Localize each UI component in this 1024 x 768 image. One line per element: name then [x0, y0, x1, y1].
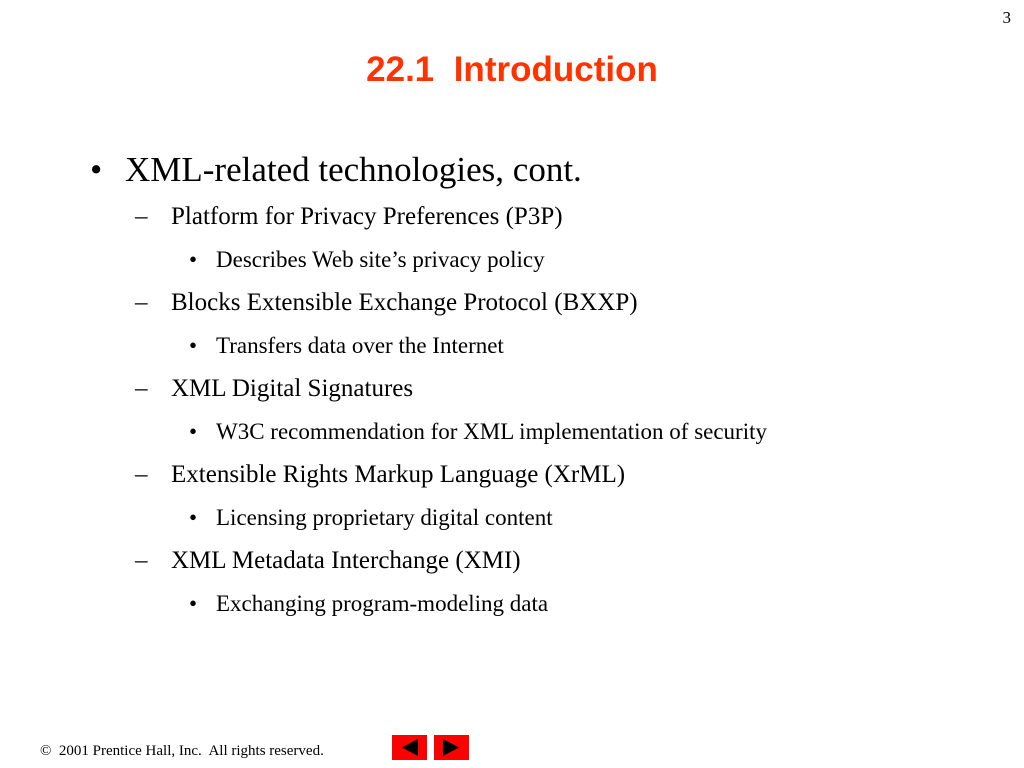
- dash-marker: –: [135, 547, 148, 574]
- bullet-text: W3C recommendation for XML implementation of security: [216, 419, 768, 444]
- slide-title: 22.1 Introduction: [366, 50, 658, 89]
- footer-copyright: © 2001 Prentice Hall, Inc. All rights reserved.: [40, 743, 324, 759]
- bullet-text: XML Metadata Interchange (XMI): [171, 547, 521, 574]
- bullet-text: Transfers data over the Internet: [216, 333, 504, 358]
- dash-marker: –: [135, 203, 148, 230]
- previous-slide-button[interactable]: [392, 735, 427, 760]
- dash-marker: –: [135, 375, 148, 402]
- bullet-marker: •: [189, 333, 198, 358]
- bullet-text: Describes Web site’s privacy policy: [216, 247, 545, 272]
- bullet-text: XML-related technologies, cont.: [125, 150, 582, 189]
- bullet-marker: •: [90, 150, 103, 189]
- next-slide-icon: [434, 735, 469, 760]
- bullet-marker: •: [189, 247, 198, 272]
- previous-slide-icon: [392, 735, 427, 760]
- bullet-text: Exchanging program-modeling data: [216, 591, 549, 616]
- bullet-marker: •: [189, 505, 198, 530]
- page-number: 3: [1002, 8, 1011, 27]
- bullet-text: Platform for Privacy Preferences (P3P): [171, 203, 563, 230]
- bullet-text: Blocks Extensible Exchange Protocol (BXXP): [171, 289, 638, 316]
- bullet-marker: •: [189, 419, 198, 444]
- dash-marker: –: [135, 289, 148, 316]
- bullet-text: XML Digital Signatures: [171, 375, 414, 402]
- bullet-marker: •: [189, 591, 198, 616]
- bullet-text: Licensing proprietary digital content: [216, 505, 553, 530]
- dash-marker: –: [135, 461, 148, 488]
- next-slide-button[interactable]: [434, 735, 469, 760]
- bullet-text: Extensible Rights Markup Language (XrML): [171, 461, 626, 488]
